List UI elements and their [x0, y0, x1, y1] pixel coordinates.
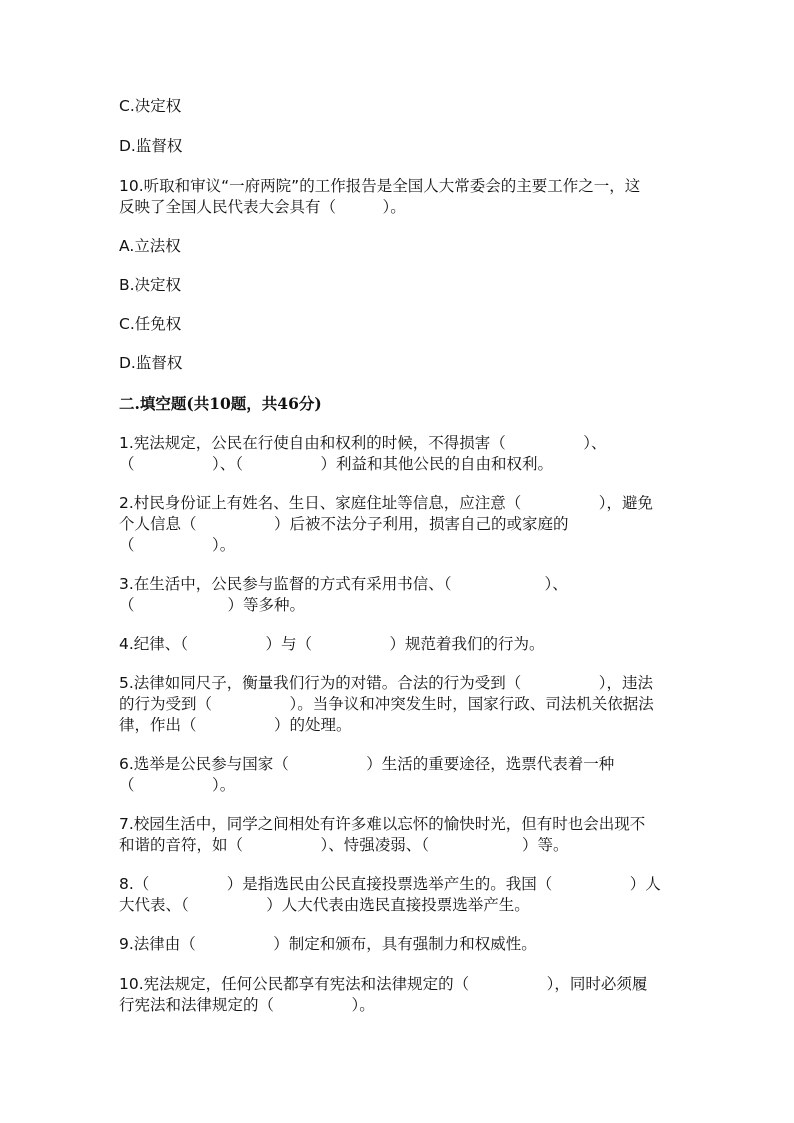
section-2-title: 二.填空题(共10题，共46分) — [119, 394, 322, 413]
question-10-option-c: C.任免权 — [119, 315, 182, 333]
fill-in-7-line-1: 7.校园生活中，同学之间相处有许多难以忘怀的愉快时光，但有时也会出现不 — [119, 815, 646, 833]
fill-in-2-line-2: 个人信息（ ）后被不法分子利用，损害自己的或家庭的 — [119, 515, 569, 533]
fill-in-2-line-3: （ ）。 — [119, 536, 236, 554]
fill-in-6-line-2: （ ）。 — [119, 776, 236, 794]
fill-in-5-line-1: 5.法律如同尺子，衡量我们行为的对错。合法的行为受到（ ），违法 — [119, 674, 654, 692]
fill-in-1-line-2: （ ）、（ ）利益和其他公民的自由和权利。 — [119, 455, 554, 473]
question-10-option-b: B.决定权 — [119, 276, 182, 294]
fill-in-5-line-2: 的行为受到（ ）。当争议和冲突发生时，国家行政、司法机关依据法 — [119, 695, 654, 713]
fill-in-9-line-1: 9.法律由（ ）制定和颁布，具有强制力和权威性。 — [119, 935, 537, 953]
fill-in-3-line-1: 3.在生活中，公民参与监督的方式有采用书信、（ ）、 — [119, 575, 568, 593]
fill-in-10-line-1: 10.宪法规定，任何公民都享有宪法和法律规定的（ ），同时必须履 — [119, 975, 648, 993]
option-c-prev: C.决定权 — [119, 97, 182, 115]
fill-in-7-line-2: 和谐的音符，如（ ）、恃强凌弱、（ ）等。 — [119, 836, 569, 854]
question-10-option-d: D.监督权 — [119, 354, 183, 372]
fill-in-10-line-2: 行宪法和法律规定的（ ）。 — [119, 996, 375, 1014]
fill-in-5-line-3: 律，作出（ ）的处理。 — [119, 716, 352, 734]
question-10-stem-line-1: 10.听取和审议“一府两院”的工作报告是全国人大常委会的主要工作之一，这 — [119, 177, 641, 195]
option-d-prev: D.监督权 — [119, 137, 183, 155]
fill-in-2-line-1: 2.村民身份证上有姓名、生日、家庭住址等信息，应注意（ ），避免 — [119, 494, 654, 512]
fill-in-1-line-1: 1.宪法规定，公民在行使自由和权利的时候，不得损害（ ）、 — [119, 434, 607, 452]
question-10-option-a: A.立法权 — [119, 237, 181, 255]
fill-in-8-line-2: 大代表、（ ）人大代表由选民直接投票选举产生。 — [119, 896, 530, 914]
question-10-stem-line-2: 反映了全国人民代表大会具有（ ）。 — [119, 198, 406, 216]
fill-in-8-line-1: 8.（ ）是指选民由公民直接投票选举产生的。我国（ ）人 — [119, 875, 661, 893]
fill-in-3-line-2: （ ）等多种。 — [119, 596, 306, 614]
fill-in-6-line-1: 6.选举是公民参与国家（ ）生活的重要途径，选票代表着一种 — [119, 755, 615, 773]
fill-in-4-line-1: 4.纪律、（ ）与（ ）规范着我们的行为。 — [119, 635, 545, 653]
